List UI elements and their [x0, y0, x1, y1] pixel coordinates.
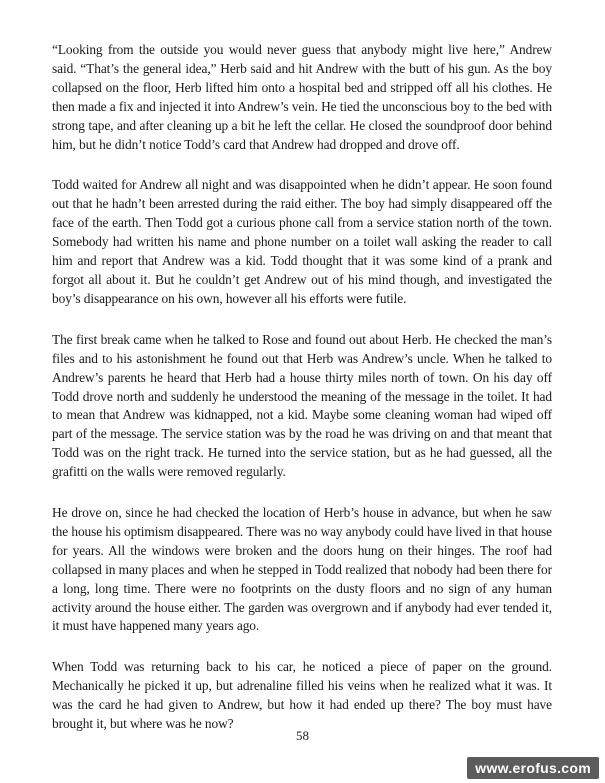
paragraph-1: “Looking from the outside you would never guess that anybody might live here,” Andrew said. “That’s the general idea,” Herb said and hit Andrew with the butt of his gun. As the boy collapsed on the floor, Herb lifted him onto a hospital bed and stripped off all his clothes. He then made a fix and injected it into Andrew’s vein. He tied the unconscious boy to the bed with strong tape, and after cleaning up a bit he left the cellar. He closed the soundproof door behind him, but he didn’t notice Todd’s card that Andrew had dropped and drove off.	[52, 42, 552, 152]
paragraph-3: The first break came when he talked to Rose and found out about Herb. He checked the man’s files and to his astonishment he found out that Herb was Andrew’s uncle. When he talked to Andrew’s parents he heard that Herb had a house thirty miles north of town. On his day off Todd drove north and suddenly he understood the meaning of the message in the toilet. It had to mean that Andrew was kidnapped, not a kid. Maybe some cleaning woman had wiped off part of the message. The service station was by the road he was driving on and that meant that Todd was on the right track. He turned into the service station, but as he had guessed, all the grafitti on the walls were removed regularly.	[52, 331, 552, 480]
site-watermark: www.erofus.com	[467, 757, 599, 779]
paragraph-2: Todd waited for Andrew all night and was disappointed when he didn’t appear. He soon found out that he hadn’t been arrested during the raid either. The boy had simply disappeared off the face of the earth. Then Todd got a curious phone call from a service station north of the town. Somebody had written his name and phone number on a toilet wall asking the reader to call him and report that Andrew was a kid. Todd thought that it was some kind of a prank and forgot all about it. But he couldn’t get Andrew out of his mind though, and investigated the boy’s disappearance on his own, however all his efforts were futile.	[52, 177, 552, 306]
paragraph-4: He drove on, since he had checked the location of Herb’s house in advance, but when he saw the house his optimism disappeared. There was no way anybody could have lived in that house for years. All the windows were broken and the doors hung on their hinges. The roof had collapsed in many places and when he stepped in Todd realized that nobody had been there for a long, long time. There were no footprints on the dusty floors and no sign of any human activity around the house either. The garden was overgrown and if anybody had ever tended it, it must have happened many years ago.	[52, 505, 552, 634]
page-number: 58	[296, 728, 309, 743]
paragraph-5: When Todd was returning back to his car, he noticed a piece of paper on the ground. Mechanically he picked it up, but adrenaline filled his veins when he realized what it was. It was the card he had given to Andrew, but how it had ended up there? The boy must have brought it, but where was he now?	[52, 659, 552, 732]
page-body	[52, 41, 552, 734]
